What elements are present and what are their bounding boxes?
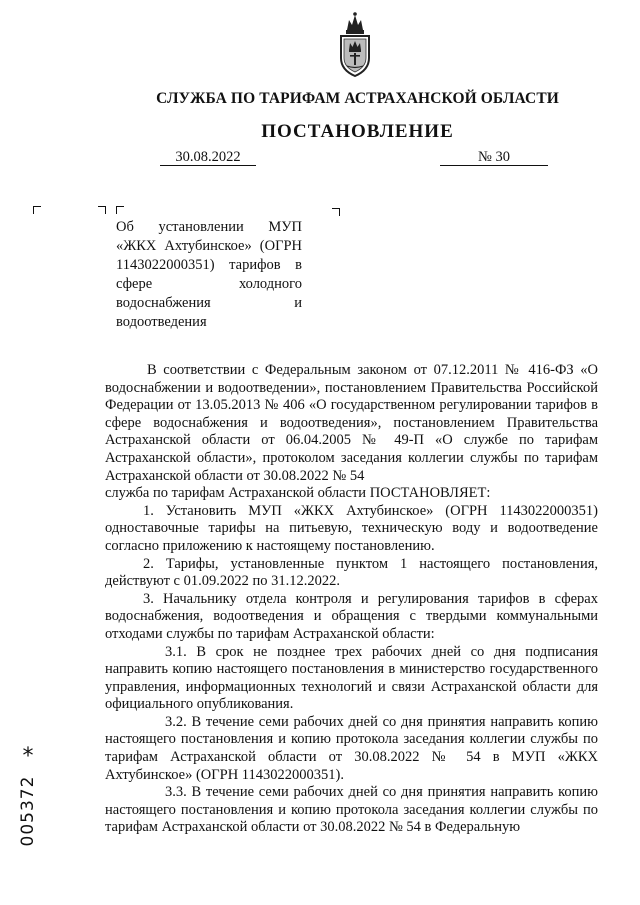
document-number: № 30 — [440, 150, 548, 166]
document-subject: Об установлении МУП «ЖКХ Ахтубинское» (ОГРН 1143022000351) тарифов в сфере холодного водоснабжения и водоотведения — [116, 219, 302, 330]
body-paragraph: В соответствии с Федеральным законом от 07.12.2011 № 416-ФЗ «О водоснабжении и водоотведении», постановлением Правительства Российской Федерации от 13.05.2013 № 406 «О государственном регулировании тарифов в сфере водоснабжения и водоотведения», постановлением Правительства Астраханской области от 06.04.2005 № 49-П «О службе по тарифам Астраханской области», протоколом заседания коллегии службы по тарифам Астраханской области от 30.08.2022 № 54 — [105, 362, 598, 484]
document-date: 30.08.2022 — [160, 150, 256, 166]
registration-stamp — [16, 746, 40, 856]
body-paragraph: 3.3. В течение семи рабочих дней со дня принятия направить копию настоящего постановления и копию протокола заседания коллегии службы по тарифам Астраханской области от 30.08.2022 № 54 в Федеральную — [105, 784, 598, 836]
agency-name: СЛУЖБА ПО ТАРИФАМ АСТРАХАНСКОЙ ОБЛАСТИ — [156, 90, 559, 107]
body-paragraph: 3. Начальнику отдела контроля и регулирования тарифов в сферах водоснабжения, водоотведения и обращения с твердыми коммунальными отходами службы по тарифам Астраханской области: — [105, 590, 598, 642]
coat-of-arms-icon — [327, 10, 383, 80]
body-paragraph: служба по тарифам Астраханской области ПОСТАНОВЛЯЕТ: — [105, 485, 491, 502]
subject-corner-mark — [332, 208, 340, 216]
margin-corner-mark — [33, 206, 41, 214]
stamp-star: * — [22, 744, 34, 769]
body-paragraph: 2. Тарифы, установленные пунктом 1 настоящего постановления, действуют с 01.09.2022 по 31.12.2022. — [105, 555, 598, 590]
document-body — [105, 362, 598, 837]
document-type: ПОСТАНОВЛЕНИЕ — [261, 121, 454, 142]
margin-corner-mark — [98, 206, 106, 214]
stamp-number: 005372 — [18, 775, 38, 847]
body-paragraph: 1. Установить МУП «ЖКХ Ахтубинское» (ОГРН 1143022000351) одноставочные тарифы на питьевую, техническую воду и водоотведение согласно приложению к настоящему постановлению. — [105, 502, 598, 554]
body-paragraph: 3.2. В течение семи рабочих дней со дня принятия направить копию настоящего постановления и копию протокола заседания коллегии службы по тарифам Астраханской области от 30.08.2022 № 54 в МУП «ЖКХ Ахтубинское» (ОГРН 1143022000351). — [105, 713, 598, 783]
subject-corner-mark — [116, 206, 124, 214]
body-paragraph: 3.1. В срок не позднее трех рабочих дней со дня подписания направить копию настоящего постановления в министерство государственного управления, информационных технологий и связи Астраханской области для официального опубликования. — [105, 643, 598, 713]
